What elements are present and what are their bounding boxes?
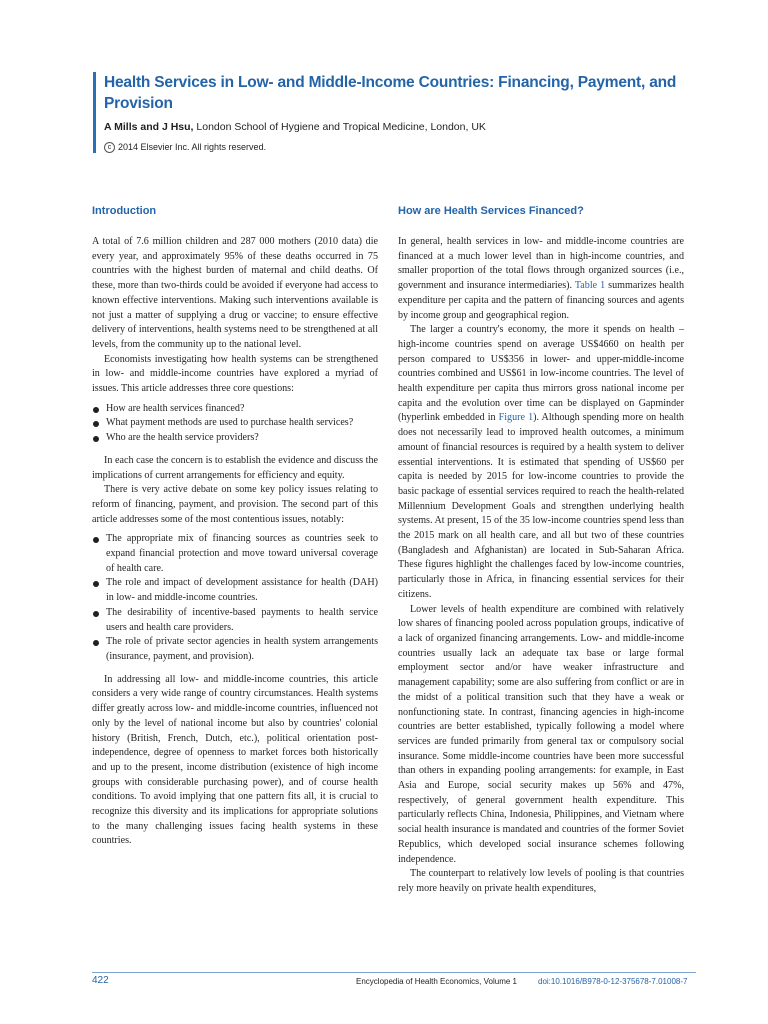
footer-divider <box>92 972 696 973</box>
policy-issues-list <box>92 532 378 664</box>
list-item: Who are the health service providers? <box>92 431 378 446</box>
intro-paragraph-5: In addressing all low- and middle-income countries, this article considers a very wide range of country circumstances. Health systems differ greatly across low- and middle-income countries, influenced not only by the level of national income but also by countries' colonial history (British, French, Dutch, etc.), political orientation post-independence, degree of openness to market forces both historically and up to the present, income distribution (existence of high income groups with considerable purchasing power), and of course health conditions. To avoid implying that one pattern fits all, it is crucial to recognize this diversity and its implications for appropriate solutions to the many challenging issues facing health systems in these countries. <box>92 673 378 847</box>
paragraph-text: summarizes health expenditure per capita and the pattern of financing sources and agents by income group and geographical region. <box>398 280 685 321</box>
author-names: A Mills and J Hsu, <box>104 121 194 133</box>
page-number: 422 <box>92 975 109 986</box>
financing-paragraph-4: The counterpart to relatively low levels of pooling is that countries rely more heavily on private health expenditures, <box>398 868 684 894</box>
intro-paragraph-1: A total of 7.6 million children and 287 000 mothers (2010 data) die every year, and approximately 95% of these deaths occurred in 75 countries with the highest burden of maternal and child deaths. Of these, more than two-thirds could be avoided if everyone had access to known effective interventions. Making such interventions available is not just a matter of supplying a drug or vaccine; to ensure effective delivery of interventions, health systems need to be strengthened at all levels, from the community up to the national level. <box>92 236 378 350</box>
left-column <box>92 205 378 849</box>
list-item: How are health services financed? <box>92 402 378 417</box>
financing-paragraph-3: Lower levels of health expenditure are combined with relatively low shares of financing pooled across population groups, indicative of a lack of organized financing arrangements. Low- and middle-income countries usually lack an adequate tax base or large formal employment sector and/or have weaker infrastructure and management capability; some are also suffering from conflict or are in the midst of a political transition such that they have a weak or nonfunctioning state. In contrast, financing agencies in high-income countries are better established, typically following a model where services are funded primarily from general tax or compulsory social insurance. Some middle-income countries have been more successful than others in expanding pooling arrangements: for example, in East Asia and Europe, social security makes up 56% and 47%, respectively, of general government health expenditure. This particularly reflects China, Indonesia, Philippines, and Vietnam where social health insurance is mandated and countries of the former Soviet Republics, which developed social insurance schemes following independence. <box>398 603 684 865</box>
paragraph-text: The larger a country's economy, the more it spends on health – high-income countries spend on average US$4660 on health per person compared to US$356 in lower- and upper-middle-income countries combined and US$61 in low-income countries. The level of health expenditure per capita thus mirrors gross national income per capita and the evolution over time can be displayed on Gapminder (hyperlink embedded in <box>398 324 684 424</box>
copyright-line <box>104 142 693 153</box>
financing-paragraph-1 <box>398 235 684 323</box>
core-questions-list <box>92 402 378 446</box>
book-title: Encyclopedia of Health Economics, Volume 1 <box>356 977 517 986</box>
paragraph-text: In general, health services in low- and middle-income countries are financed at a much lower level than in high-income countries, and smaller proportion of the total flows through organized sources (i.e., government and insurance intermediaries). <box>398 236 684 292</box>
author-line <box>104 121 693 133</box>
paragraph-text: ). Although spending more on health does not necessarily lead to improved health outcomes, a minimum amount of financial resources is required by a health system to deliver essential interventions. It is estimated that spending of US$60 per capita is needed by 2015 for low-income countries to provide the basic package of essential services required to reach the health-related Millennium Development Goals and strengthen underlying health systems. At present, 15 of the 35 low-income countries spend less than the 2015 mark on all health care, and all but two of these countries (Bangladesh and Afghanistan) are located in Sub-Saharan Africa. These figures highlight the challenges faced by low-income countries, particularly those in Africa, in financing essential services for their citizens. <box>398 412 684 600</box>
intro-paragraph-3: In each case the concern is to establish the evidence and discuss the implications of current arrangements for efficiency and equity. <box>92 454 378 481</box>
figure-1-link[interactable]: Figure 1 <box>498 412 534 424</box>
article-title: Health Services in Low- and Middle-Income Countries: Financing, Payment, and Provision <box>104 74 677 112</box>
section-heading-financing: How are Health Services Financed? <box>398 205 584 217</box>
table-1-link[interactable]: Table 1 <box>574 280 606 292</box>
intro-paragraph-2: Economists investigating how health systems can be strengthened in low- and middle-income countries have explored a myriad of issues. This article addresses three core questions: <box>92 353 378 395</box>
list-item: The role of private sector agencies in health system arrangements (insurance, payment, and provision). <box>92 635 378 664</box>
intro-paragraph-4: There is very active debate on some key policy issues relating to reform of financing, payment, and provision. The second part of this article addresses some of the most contentious issues, notably: <box>92 484 378 525</box>
financing-paragraph-2 <box>398 323 684 602</box>
list-item: The appropriate mix of financing sources as countries seek to expand financial protection and move toward universal coverage of health care. <box>92 532 378 576</box>
list-item: The role and impact of development assistance for health (DAH) in low- and middle-income countries. <box>92 576 378 605</box>
list-item: The desirability of incentive-based payments to health service users and health care providers. <box>92 606 378 635</box>
article-header <box>93 72 693 153</box>
doi-link[interactable]: doi:10.1016/B978-0-12-375678-7.01008-7 <box>538 977 688 986</box>
copyright-text: 2014 Elsevier Inc. All rights reserved. <box>118 142 267 152</box>
list-item: What payment methods are used to purchase health services? <box>92 416 378 431</box>
section-heading-introduction: Introduction <box>92 205 157 217</box>
author-affiliation: London School of Hygiene and Tropical Medicine, London, UK <box>193 121 486 133</box>
copyright-icon: c <box>104 142 115 153</box>
right-column <box>398 205 684 897</box>
